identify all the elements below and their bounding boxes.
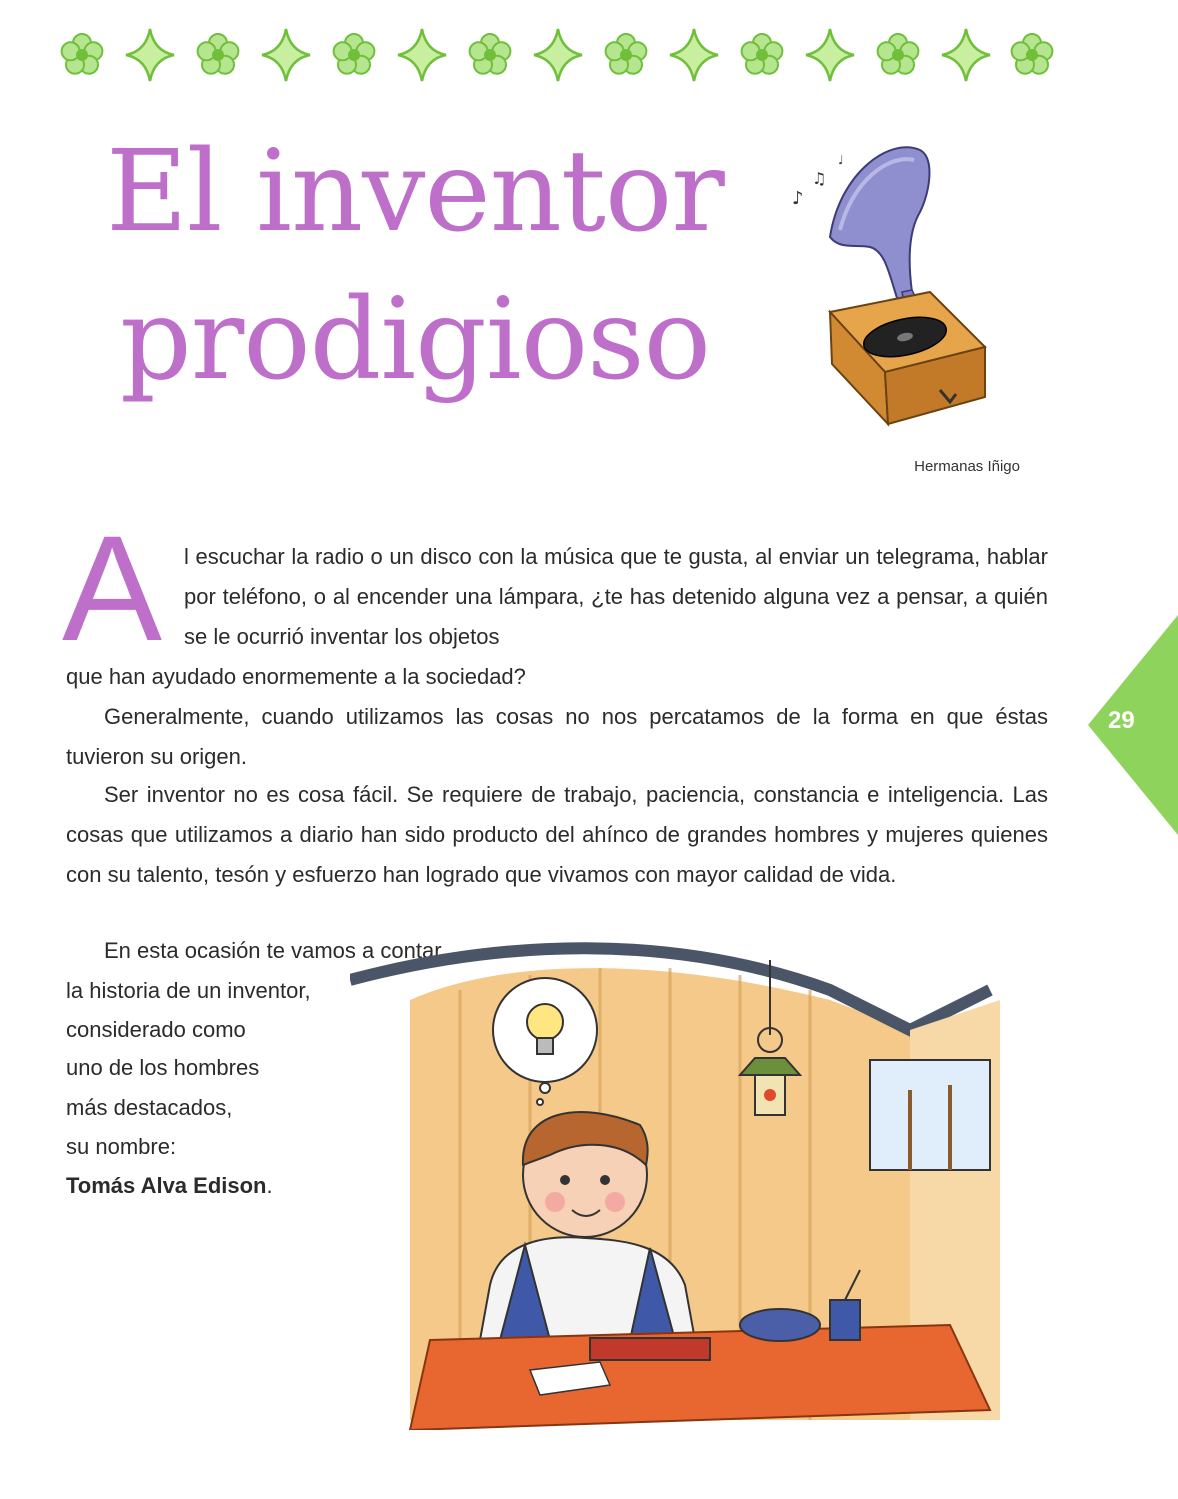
drop-cap: A xyxy=(62,504,163,672)
star-icon xyxy=(262,29,310,81)
flower-icon xyxy=(742,34,783,74)
paragraph-4-line: uno de los hombres xyxy=(66,1055,260,1080)
star-icon xyxy=(942,29,990,81)
star-icon xyxy=(806,29,854,81)
star-icon xyxy=(670,29,718,81)
flower-icon xyxy=(1012,34,1053,74)
flower-icon xyxy=(198,34,239,74)
paragraph-4-line: considerado como xyxy=(66,1017,246,1042)
paragraph-4-line: la historia de un inventor, xyxy=(66,978,311,1003)
flower-icon xyxy=(334,34,375,74)
title-line-2: prodigioso xyxy=(120,275,711,405)
page-title xyxy=(106,118,724,414)
svg-text:♩: ♩ xyxy=(838,153,844,167)
paragraph-1-end: que han ayudado enormemente a la sociedad? xyxy=(66,664,526,689)
svg-text:♪: ♪ xyxy=(792,188,804,209)
decorative-border xyxy=(60,22,1055,86)
inventor-name-line xyxy=(66,1166,273,1206)
edison-illustration xyxy=(350,940,1010,1430)
svg-text:♫: ♫ xyxy=(812,169,827,188)
flower-icon xyxy=(470,34,511,74)
flower-icon xyxy=(606,34,647,74)
page-number: 29 xyxy=(1108,707,1135,734)
paragraph-4-line: En esta ocasión te vamos a contar xyxy=(104,938,442,963)
flower-icon xyxy=(878,34,919,74)
paragraph-3: Ser inventor no es cosa fácil. Se requiere de trabajo, paciencia, constancia e inteligencia. Las cosas que utilizamos a diario han sido producto del ahínco de grandes hombres y mujeres quienes con su talento, tesón y esfuerzo han logrado que vivamos con mayor calidad de vida. xyxy=(66,782,1048,887)
paragraph-4-line: su nombre: xyxy=(66,1134,177,1159)
paragraph-2: Generalmente, cuando utilizamos las cosas no nos percatamos de la forma en que éstas tuvieron su origen. xyxy=(66,704,1048,769)
sentence-period: . xyxy=(266,1173,273,1198)
flower-icon xyxy=(62,34,103,74)
star-icon xyxy=(126,29,174,81)
author-name: Hermanas Iñigo xyxy=(914,458,1020,475)
inventor-name: Tomás Alva Edison xyxy=(66,1173,267,1198)
star-icon xyxy=(398,29,446,81)
title-line-1: El inventor xyxy=(106,127,724,257)
paragraph-4-line: más destacados, xyxy=(66,1095,233,1120)
paragraph-1: l escuchar la radio o un disco con la música que te gusta, al enviar un telegrama, hablar por teléfono, o al encender una lámpara, ¿te has detenido alguna vez a pensar, a quién se le ocurrió inventar los objetos xyxy=(184,544,1048,649)
star-icon xyxy=(534,29,582,81)
gramophone-icon xyxy=(770,132,1005,447)
